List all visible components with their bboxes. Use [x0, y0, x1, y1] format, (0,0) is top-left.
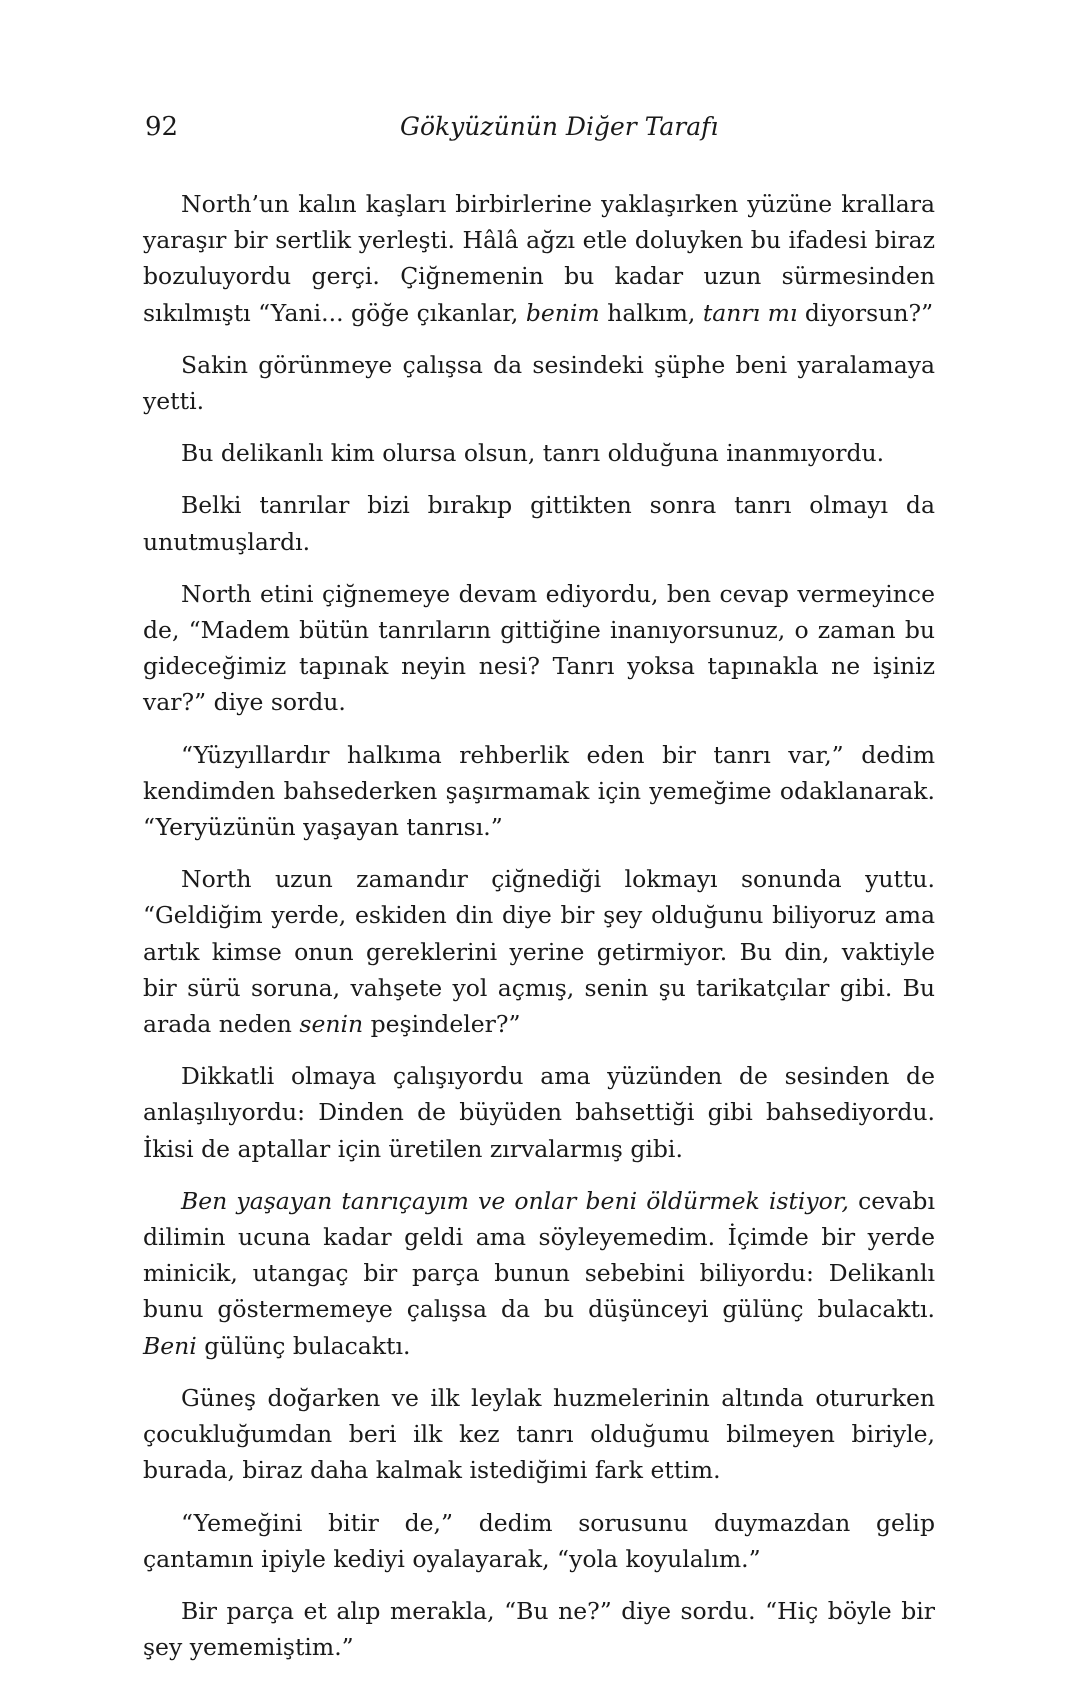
paragraph	[143, 1380, 935, 1489]
paragraph	[143, 1058, 935, 1167]
text-run: North uzun zamandır çiğnediği lokmayı sonunda yuttu. “Geldiğim yerde, eskiden din diye bir şey olduğunu biliyoruz ama artık kimse onun gereklerini yerine getirmiyor. Bu din, vaktiyle bir sürü soruna, vahşete yol açmış, senin şu tarikatçılar gibi. Bu arada neden	[143, 865, 935, 1039]
page-number: 92	[145, 112, 179, 142]
body-text	[143, 186, 935, 1681]
paragraph	[143, 347, 935, 419]
paragraph	[143, 1183, 935, 1364]
text-run: peşindeler?”	[363, 1010, 521, 1039]
italic-text: Ben yaşayan tanrıçayım ve onlar beni öldürmek istiyor,	[181, 1186, 849, 1215]
italic-text: Beni	[143, 1331, 197, 1360]
text-run: Bu delikanlı kim olursa olsun, tanrı olduğuna inanmıyordu.	[181, 439, 885, 468]
text-run: North etini çiğnemeye devam ediyordu, ben cevap vermeyince de, “Madem bütün tanrıların gittiğine inanıyorsunuz, o zaman bu gideceğimiz tapınak neyin nesi? Tanrı yoksa tapınakla ne işiniz var?” diye sordu.	[143, 579, 935, 717]
page-header	[145, 112, 940, 152]
italic-text: senin	[299, 1010, 364, 1039]
paragraph	[143, 1505, 935, 1577]
italic-text: benim	[525, 298, 600, 327]
text-run: “Yüzyıllardır halkıma rehberlik eden bir tanrı var,” dedim kendimden bahsederken şaşırmamak için yemeğime odaklanarak. “Yeryüzünün yaşayan tanrısı.”	[143, 740, 935, 842]
text-run: Dikkatli olmaya çalışıyordu ama yüzünden de sesinden de anlaşılıyordu: Dinden de büyüden bahsettiği gibi bahsediyordu. İkisi de aptallar için üretilen zırvalarmış gibi.	[143, 1062, 935, 1163]
text-run: Sakin görünmeye çalışsa da sesindeki şüphe beni yaralamaya yetti.	[143, 350, 935, 416]
text-run: diyorsun?”	[797, 298, 934, 327]
paragraph	[143, 186, 935, 331]
paragraph	[143, 861, 935, 1042]
paragraph	[143, 576, 935, 721]
paragraph	[143, 1593, 935, 1665]
text-run: cevabı dilimin ucuna kadar geldi ama söyleyemedim. İçimde bir yerde minicik, utangaç bir parça bunun sebebini biliyordu: Delikanlı bunu göstermemeye çalışsa da bu düşünceyi gülünç bulacaktı.	[143, 1186, 935, 1324]
text-run: halkım,	[599, 298, 703, 327]
text-run: Bir parça et alıp merakla, “Bu ne?” diye sordu. “Hiç böyle bir şey yememiştim.”	[143, 1596, 935, 1662]
paragraph	[143, 737, 935, 846]
paragraph	[143, 435, 935, 471]
text-run: gülünç bulacaktı.	[196, 1331, 411, 1360]
text-run: Belki tanrılar bizi bırakıp gittikten sonra tanrı olmayı da unutmuşlardı.	[143, 491, 935, 556]
text-run: North’un kalın kaşları birbirlerine yaklaşırken yüzüne krallara yaraşır bir sertlik yerleşti. Hâlâ ağzı etle doluyken bu ifadesi biraz bozuluyordu gerçi. Çiğnemenin bu kadar uzun sürmesinden sıkılmıştı “Yani... göğe çıkanlar,	[143, 190, 935, 327]
italic-text: tanrı mı	[702, 298, 798, 327]
text-run: Güneş doğarken ve ilk leylak huzmelerinin altında otururken çocukluğumdan beri ilk kez tanrı olduğumu bilmeyen biriyle, burada, biraz daha kalmak istediğimi fark ettim.	[143, 1383, 935, 1485]
paragraph	[143, 487, 935, 559]
text-run: “Yemeğini bitir de,” dedim sorusunu duymazdan gelip çantamın ipiyle kediyi oyalayarak, “yola koyulalım.”	[143, 1508, 935, 1573]
running-title: Gökyüzünün Diğer Tarafı	[400, 112, 719, 141]
